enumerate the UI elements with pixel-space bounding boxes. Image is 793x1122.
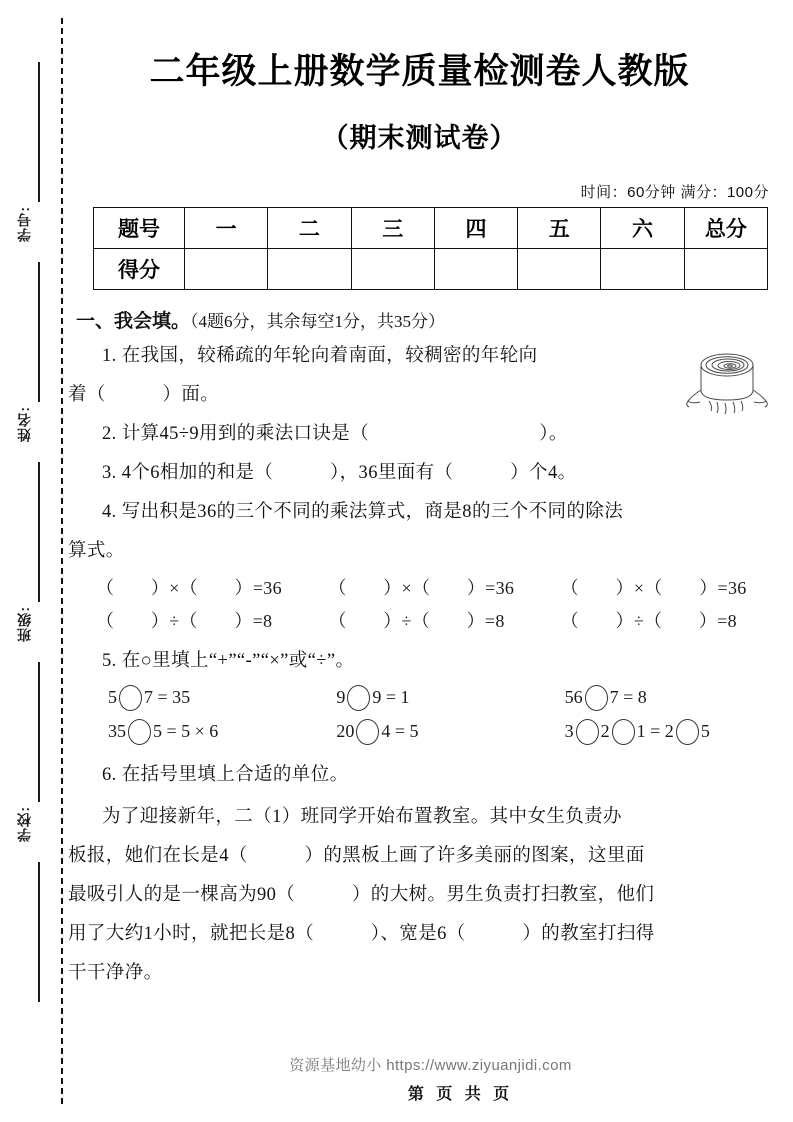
operator-circle-icon[interactable] [119,685,142,711]
score-cell-total[interactable] [684,249,767,290]
margin-label-student-id: 学号: [16,206,32,242]
score-cell-2[interactable] [268,249,351,290]
operator-circle-icon[interactable] [356,719,379,745]
page-number-text: 第 页 共 页 [407,1086,514,1103]
q5-5-left: 20 [336,721,355,742]
q5-6-b: 2 [600,721,610,742]
score-table [93,207,768,290]
question-4-div-2[interactable]: （ ）÷（ ）=8 [328,610,505,631]
section-heading [76,306,793,333]
question-5-prompt: 5. 在○里填上“+”“-”“×”或“÷”。 [102,650,355,671]
question-4-mul-3[interactable]: （ ）×（ ）=36 [560,577,747,598]
operator-circle-icon[interactable] [576,719,599,745]
score-cell-1[interactable] [185,249,268,290]
question-6-line-3: 最吸引人的是一棵高为90（ ）的大树。男生负责打扫教室，他们 [68,884,655,905]
margin-label-name: 姓名: [16,406,32,442]
q5-6-a: 3 [564,721,574,742]
tree-stump-illustration-icon [679,345,775,423]
q5-2-left: 9 [336,687,346,708]
page-footer [68,1054,793,1104]
page-title: 二年级上册数学质量检测卷人教版 [149,52,690,91]
question-5-row-2 [68,719,793,745]
question-6-line-4: 用了大约1小时，就把长是8（ ）、宽是6（ ）的教室打扫得 [68,923,655,944]
question-5-item-1 [108,685,336,711]
q5-6-c: 1 = 2 [636,721,674,742]
question-4-mul-2[interactable]: （ ）×（ ）=36 [328,577,515,598]
question-4-line-1: 4. 写出积是36的三个不同的乘法算式，商是8的三个不同的除法 [102,501,624,522]
question-6-prompt: 6. 在括号里填上合适的单位。 [102,764,349,785]
score-cell-5[interactable] [518,249,601,290]
margin-rule-segment-3 [38,462,40,602]
score-table-col-5: 五 [518,208,601,249]
question-5-row-1 [68,685,793,711]
question-1-line-2: 着（ ）面。 [68,384,220,405]
score-table-col-total: 总分 [684,208,767,249]
question-4-line-2: 算式。 [68,540,125,561]
table-row-scores [94,249,768,290]
question-4-multiplication-row [68,574,793,600]
q5-3-right: 7 = 8 [609,687,647,708]
question-6-line-5: 干干净净。 [68,962,163,983]
margin-rule-segment-2 [38,262,40,402]
question-4-division-row [68,607,793,633]
q5-1-left: 5 [108,687,117,708]
margin-dashed-rule [61,18,63,1104]
operator-circle-icon[interactable] [347,685,370,711]
section-title: 一、我会填。 [76,311,191,332]
q5-2-right: 9 = 1 [372,687,410,708]
score-table-row-label-number: 题号 [94,208,185,249]
question-4-mul-1[interactable]: （ ）×（ ）=36 [96,577,282,598]
q5-1-right: 7 = 35 [144,687,191,708]
margin-label-class: 班级: [16,606,32,642]
watermark-text: 资源基地幼小 https://www.ziyuanjidi.com [289,1057,572,1074]
score-cell-6[interactable] [601,249,684,290]
question-5-item-6 [565,719,793,745]
score-cell-3[interactable] [351,249,434,290]
question-6-line-1: 为了迎接新年，二（1）班同学开始布置教室。其中女生负责办 [102,806,622,827]
operator-circle-icon[interactable] [676,719,699,745]
q5-4-left: 35 [108,721,126,742]
question-6-line-2: 板报，她们在长是4（ ）的黑板上画了许多美丽的图案，这里面 [68,845,645,866]
margin-rule-segment-5 [38,862,40,1002]
question-2: 2. 计算45÷9用到的乘法口诀是（ ）。 [102,423,568,444]
question-4-div-3[interactable]: （ ）÷（ ）=8 [560,610,737,631]
question-5-item-5 [336,719,564,745]
margin-label-school: 学校: [16,806,32,842]
score-table-col-1: 一 [185,208,268,249]
score-table-col-2: 二 [268,208,351,249]
exam-meta-info: 时间：60分钟 满分：100分 [580,184,769,201]
operator-circle-icon[interactable] [585,685,608,711]
score-table-col-4: 四 [434,208,517,249]
score-table-col-6: 六 [601,208,684,249]
operator-circle-icon[interactable] [128,719,151,745]
question-4-div-1[interactable]: （ ）÷（ ）=8 [96,610,273,631]
question-3: 3. 4个6相加的和是（ ），36里面有（ ）个4。 [102,462,577,483]
q5-6-d: 5 [700,721,710,742]
exam-page [68,0,793,1122]
q5-5-right: 4 = 5 [381,721,419,742]
question-5-item-2 [336,685,564,711]
q5-4-right: 5 = 5 × 6 [153,721,219,742]
question-5-item-3 [565,685,793,711]
q5-3-left: 56 [564,687,583,708]
margin-sealing-column [0,0,68,1122]
page-subtitle: （期末测试卷） [321,123,518,153]
score-cell-4[interactable] [434,249,517,290]
score-table-col-3: 三 [351,208,434,249]
table-row-header [94,208,768,249]
question-1-line-1: 1. 在我国，较稀疏的年轮向着南面，较稠密的年轮向 [102,346,538,366]
operator-circle-icon[interactable] [612,719,635,745]
margin-rule-segment-4 [38,662,40,802]
question-5-item-4 [108,719,336,745]
margin-rule-segment-1 [38,62,40,202]
section-note: （4题6分，其余每空1分，共35分） [190,312,446,331]
score-table-row-label-score: 得分 [94,249,185,290]
